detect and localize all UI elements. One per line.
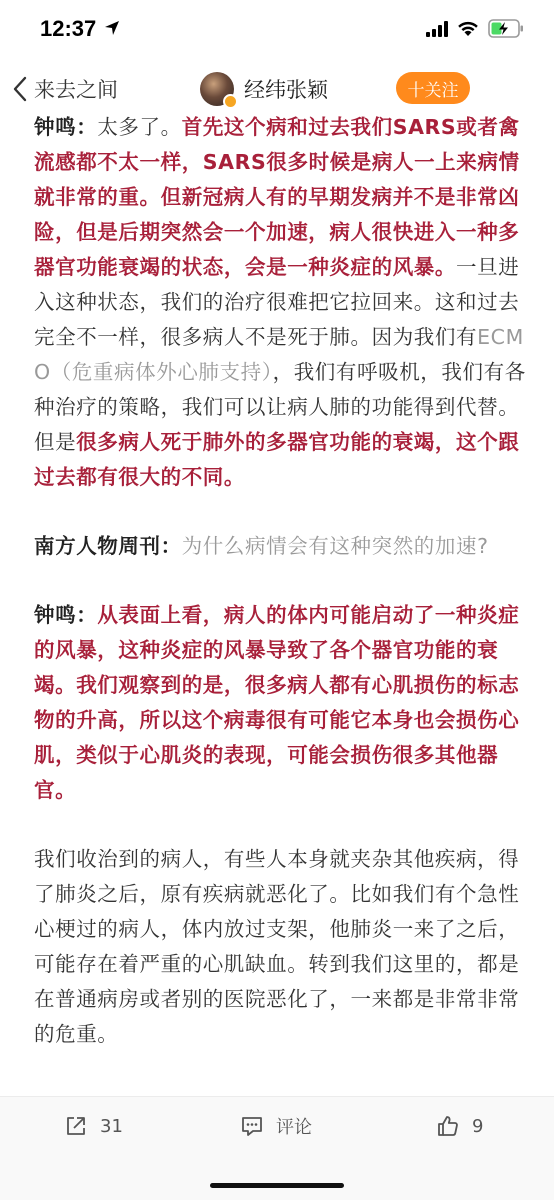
paragraph-2 (34, 529, 534, 564)
avatar[interactable] (200, 72, 234, 106)
status-bar (0, 0, 554, 58)
highlight-segment: 从表面上看，病人的体内可能启动了一种炎症的风暴，这种炎症的风暴导致了各个器官功能的衰竭。我们观察到的是，很多病人都有心肌损伤的标志物的升高，所以这个病毒很有可能它本身也会损伤心肌，类似于心肌炎的表现，可能会损伤很多其他器官。 (34, 603, 520, 802)
speaker-label: 南方人物周刊： (34, 534, 182, 558)
like-count: 9 (472, 1115, 484, 1137)
home-indicator-area (0, 1154, 554, 1200)
verified-badge-icon (223, 94, 238, 109)
follow-button[interactable]: 十关注 (396, 72, 470, 104)
comment-label: 评论 (276, 1117, 312, 1138)
wifi-icon (456, 19, 480, 37)
bottom-toolbar (0, 1096, 554, 1154)
paragraph-4 (34, 842, 534, 1052)
author-name[interactable]: 经纬张颖 (244, 78, 328, 102)
comment-button[interactable] (240, 1097, 312, 1155)
home-indicator[interactable] (210, 1183, 344, 1188)
back-chevron-icon (12, 75, 28, 103)
location-arrow-icon (104, 20, 120, 36)
share-icon (64, 1114, 88, 1138)
share-count: 31 (100, 1115, 123, 1137)
text-segment: 太多了。 (97, 115, 182, 139)
paragraph-3 (34, 598, 534, 808)
highlight-segment: 很多病人死于肺外的多器官功能的衰竭，这个跟过去都有很大的不同。 (34, 430, 520, 489)
gray-segment: ECMO（危重病体外心肺支持） (34, 325, 524, 384)
status-time: 12:37 (40, 16, 97, 41)
text-segment: 我们收治到的病人，有些人本身就夹杂其他疾病，得了肺炎之后，原有疾病就恶化了。比如我们有个急性心梗过的病人，体内放过支架，他肺炎一来了之后，可能存在着严重的心肌缺血。转到我们这里的，都是在普通病房或者别的医院恶化了，一来都是非常非常的危重。 (34, 847, 520, 1046)
speaker-label: 钟鸣： (34, 115, 98, 139)
signal-icon (426, 21, 448, 37)
paragraph-1 (34, 110, 534, 495)
back-button[interactable] (12, 72, 118, 106)
article-content (34, 110, 534, 1095)
text-segment: 一旦进入这种状态，我们的治疗很难把它拉回来。这和过去完全不一样，很多病人不是死于肺。因为我们有 (34, 255, 520, 349)
battery-charging-icon (488, 19, 524, 38)
author-header[interactable] (200, 70, 328, 108)
question-text: 为什么病情会有这种突然的加速? (181, 534, 489, 558)
text-segment: ，我们有呼吸机，我们有各种治疗的策略，我们可以让病人肺的功能得到代替。但是 (34, 360, 526, 454)
like-icon (436, 1114, 460, 1138)
like-button[interactable] (436, 1097, 483, 1155)
speaker-label: 钟鸣： (34, 603, 98, 627)
comment-icon (240, 1114, 264, 1138)
share-button[interactable] (64, 1097, 123, 1155)
highlight-segment: 首先这个病和过去我们SARS或者禽流感都不太一样，SARS很多时候是病人一上来病情就非常的重。但新冠病人有的早期发病并不是非常凶险，但是后期突然会一个加速，病人很快进入一种多器官功能衰竭的状态，会是一种炎症的风暴。 (34, 115, 520, 279)
back-label: 来去之间 (34, 78, 118, 102)
